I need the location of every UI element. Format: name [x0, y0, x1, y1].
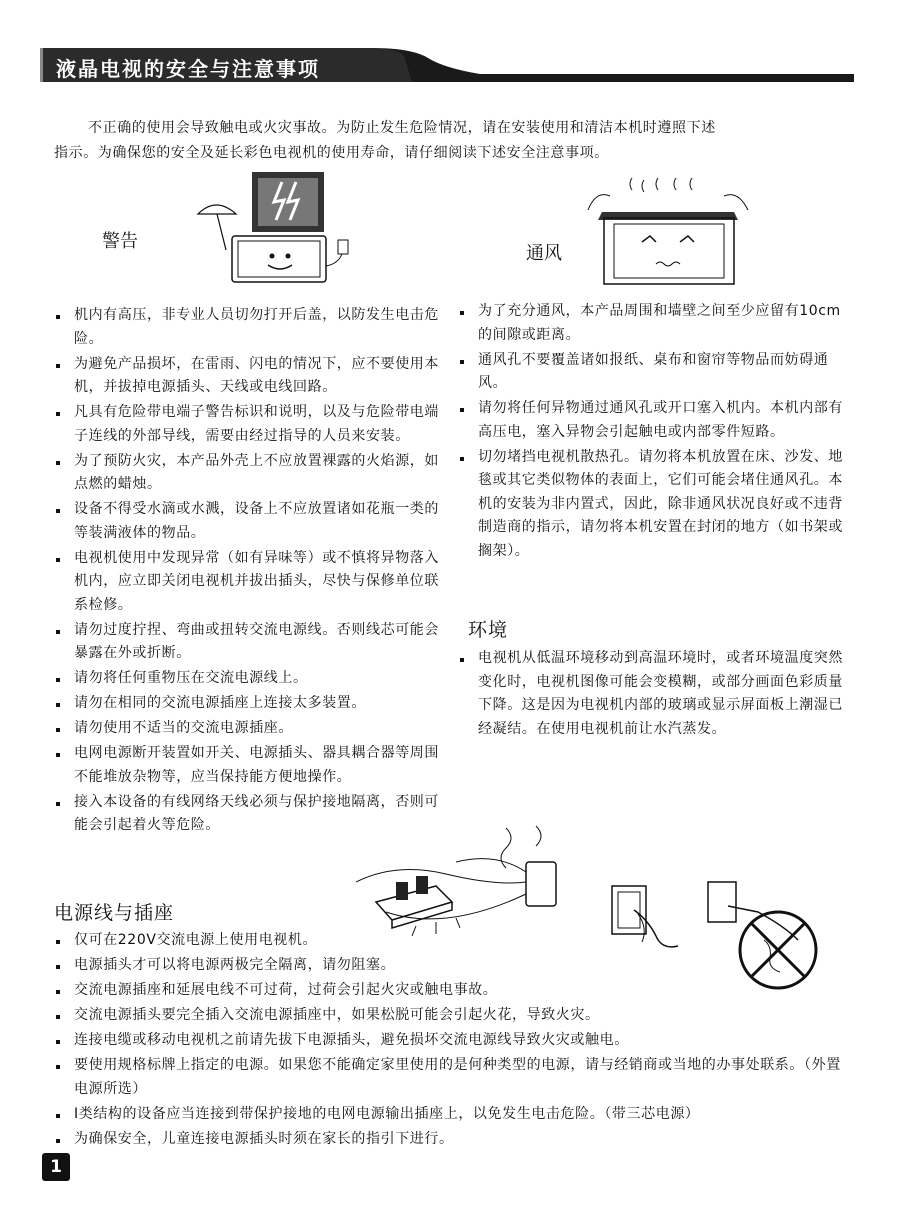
- warning-list: [54, 304, 444, 839]
- list-item: 机内有高压，非专业人员切勿打开后盖，以防发生电击危险。: [54, 304, 444, 351]
- list-item: 为了充分通风，本产品周围和墙壁之间至少应留有10cm的间隙或距离。: [458, 300, 846, 347]
- list-item: 请勿在相同的交流电源插座上连接太多装置。: [54, 692, 444, 716]
- list-item: 电网电源断开装置如开关、电源插头、器具耦合器等周围不能堆放杂物等，应当保持能方便地操作。: [54, 742, 444, 789]
- list-item: 接入本设备的有线网络天线必须与保护接地隔离，否则可能会引起着火等危险。: [54, 791, 444, 838]
- power-list: [54, 929, 846, 1153]
- list-item: 请勿将任何异物通过通风孔或开口塞入机内。本机内部有高压电，塞入异物会引起触电或内部零件短路。: [458, 397, 846, 444]
- list-item: 连接电缆或移动电视机之前请先拔下电源插头，避免损坏交流电源线导致火灾或触电。: [54, 1029, 846, 1053]
- intro-paragraph: [54, 116, 844, 166]
- list-item: Ⅰ类结构的设备应当连接到带保护接地的电网电源输出插座上，以免发生电击危险。（带三芯电源）: [54, 1103, 846, 1127]
- page-number: 1: [42, 1153, 70, 1181]
- list-item: 切勿堵挡电视机散热孔。请勿将本机放置在床、沙发、地毯或其它类似物体的表面上，它们可能会堵住通风孔。本机的安装为非内置式，因此，除非通风状况良好或不违背制造商的指示，请勿将本机安置在封闭的地方（如书架或搁架）。: [458, 446, 846, 564]
- page-title: 液晶电视的安全与注意事项: [56, 57, 320, 81]
- environment-list: [458, 647, 846, 743]
- environment-title: 环境: [468, 619, 509, 641]
- tv-lightning-illustration: [196, 170, 356, 290]
- intro-line-2: 指示。为确保您的安全及延长彩色电视机的使用寿命，请仔细阅读下述安全注意事项。: [54, 145, 609, 161]
- list-item: 电视机使用中发现异常（如有异味等）或不慎将异物落入机内，应立即关闭电视机并拔出插头，尽快与保修单位联系检修。: [54, 547, 444, 618]
- ventilation-list: [458, 300, 846, 565]
- list-item: 要使用规格标牌上指定的电源。如果您不能确定家里使用的是何种类型的电源，请与经销商或当地的办事处联系。（外置电源所选）: [54, 1054, 846, 1101]
- list-item: 通风孔不要覆盖诸如报纸、桌布和窗帘等物品而妨碍通风。: [458, 349, 846, 396]
- list-item: 仅可在220V交流电源上使用电视机。: [54, 929, 846, 953]
- tv-ventilation-illustration: [584, 176, 754, 288]
- power-title: 电源线与插座: [54, 902, 175, 924]
- warning-label: 警告: [102, 231, 138, 252]
- overloaded-outlet-illustration: [356, 822, 606, 942]
- list-item: 请勿将任何重物压在交流电源线上。: [54, 667, 444, 691]
- list-item: 为了预防火灾，本产品外壳上不应放置裸露的火焰源，如点燃的蜡烛。: [54, 450, 444, 497]
- list-item: 交流电源插头要完全插入交流电源插座中，如果松脱可能会引起火花，导致火灾。: [54, 1004, 846, 1028]
- list-item: 设备不得受水滴或水溅，设备上不应放置诸如花瓶一类的等装满液体的物品。: [54, 498, 444, 545]
- list-item: 电视机从低温环境移动到高温环境时，或者环境温度突然变化时，电视机图像可能会变模糊，或部分画面色彩质量下降。这是因为电视机内部的玻璃或显示屏面板上潮湿已经凝结。在使用电视机前让水汽蒸发。: [458, 647, 846, 741]
- ventilation-label: 通风: [526, 243, 562, 264]
- list-item: 凡具有危险带电端子警告标识和说明，以及与危险带电端子连线的外部导线，需要由经过指导的人员来安装。: [54, 401, 444, 448]
- list-item: 请勿使用不适当的交流电源插座。: [54, 717, 444, 741]
- list-item: 为确保安全，儿童连接电源插头时须在家长的指引下进行。: [54, 1128, 846, 1152]
- list-item: 请勿过度拧捏、弯曲或扭转交流电源线。否则线芯可能会暴露在外或折断。: [54, 619, 444, 666]
- intro-line-1: 不正确的使用会导致触电或火灾事故。为防止发生危险情况，请在安装使用和清洁本机时遵照下述: [88, 120, 716, 136]
- list-item: 电源插头才可以将电源两极完全隔离，请勿阻塞。: [54, 954, 846, 978]
- list-item: 为避免产品损坏，在雷雨、闪电的情况下，应不要使用本机，并拔掉电源插头、天线或电线回路。: [54, 353, 444, 400]
- section-header-bar: [40, 44, 854, 84]
- list-item: 交流电源插座和延展电线不可过荷，过荷会引起火灾或触电事故。: [54, 979, 846, 1003]
